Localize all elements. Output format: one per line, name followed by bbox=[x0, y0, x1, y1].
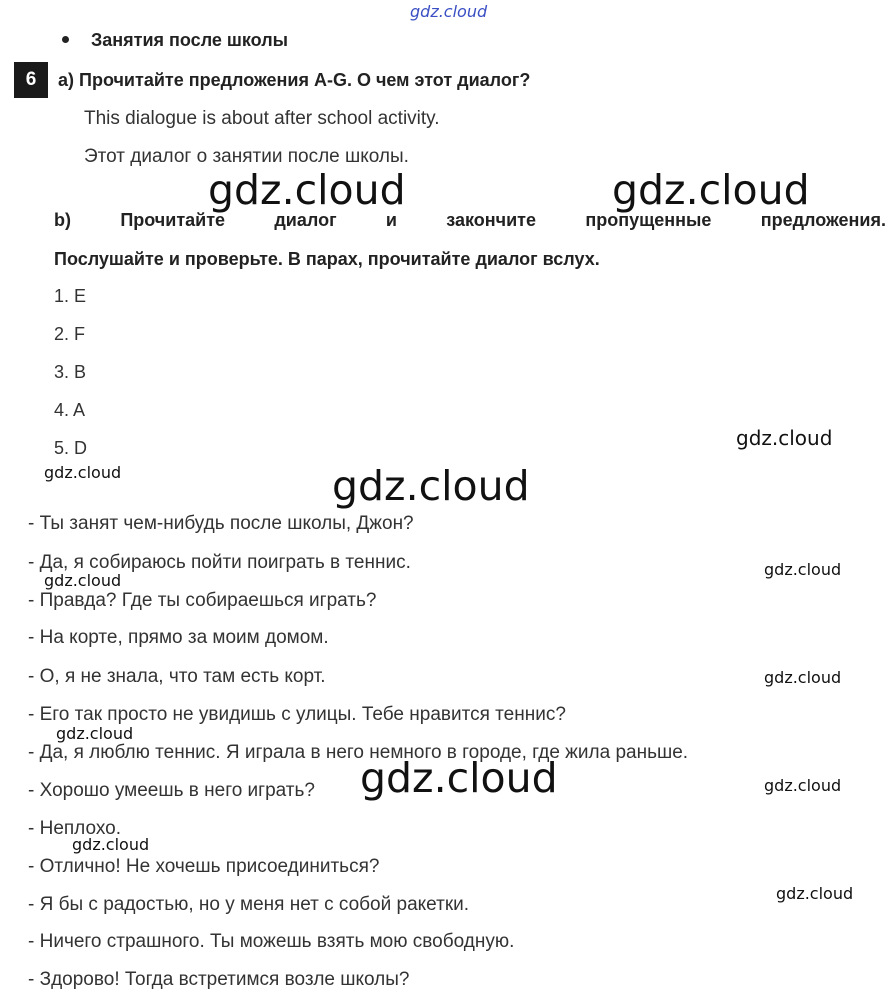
watermark: gdz.cloud bbox=[764, 560, 842, 579]
answer-item: 5. D bbox=[54, 438, 88, 458]
bullet-icon bbox=[62, 36, 69, 43]
dialogue-line: - Его так просто не увидишь с улицы. Тебе нравится теннис? bbox=[28, 704, 566, 725]
watermark: gdz.cloud bbox=[332, 462, 530, 510]
watermark: gdz.cloud bbox=[612, 166, 810, 214]
watermark: gdz.cloud bbox=[360, 754, 558, 802]
dialogue-line: - Здорово! Тогда встретимся возле школы? bbox=[28, 969, 410, 990]
section-heading bbox=[62, 30, 288, 51]
task-b-prompt-line1: b) Прочитайте диалог и закончите пропущенные предложения. bbox=[54, 210, 886, 230]
dialogue-line: - Да, я люблю теннис. Я играла в него немного в городе, где жила раньше. bbox=[28, 742, 689, 763]
dialogue-line: - На корте, прямо за моим домом. bbox=[28, 627, 329, 648]
task-b-prompt-line2: Послушайте и проверьте. В парах, прочитайте диалог вслух. bbox=[54, 249, 600, 269]
dialogue-line: - Неплохо. bbox=[28, 818, 121, 839]
answer-item: 1. E bbox=[54, 286, 87, 306]
watermark: gdz.cloud bbox=[776, 884, 854, 903]
watermark: gdz.cloud bbox=[56, 724, 134, 743]
answer-item: 4. A bbox=[54, 400, 86, 420]
section-heading-text: Занятия после школы bbox=[91, 30, 289, 50]
watermark: gdz.cloud bbox=[44, 571, 122, 590]
watermark-top: gdz.cloud bbox=[410, 2, 488, 21]
watermark: gdz.cloud bbox=[44, 463, 122, 482]
dialogue-line: - Правда? Где ты собираешься играть? bbox=[28, 590, 377, 611]
dialogue-line: - Ничего страшного. Ты можешь взять мою свободную. bbox=[28, 931, 515, 952]
dialogue-line: - Ты занят чем-нибудь после школы, Джон? bbox=[28, 513, 414, 534]
task-a-prompt: a) Прочитайте предложения A-G. О чем этот диалог? bbox=[58, 70, 531, 90]
watermark: gdz.cloud bbox=[208, 166, 406, 214]
dialogue-line: - Я бы с радостью, но у меня нет с собой ракетки. bbox=[28, 894, 470, 915]
dialogue-line: - Хорошо умеешь в него играть? bbox=[28, 780, 315, 801]
watermark: gdz.cloud bbox=[764, 668, 842, 687]
task-a-answer-ru: Этот диалог о занятии после школы. bbox=[84, 146, 409, 167]
watermark: gdz.cloud bbox=[764, 776, 842, 795]
dialogue-line: - Отлично! Не хочешь присоединиться? bbox=[28, 856, 380, 877]
task-a-answer-en: This dialogue is about after school activity. bbox=[84, 108, 440, 129]
watermark: gdz.cloud bbox=[72, 835, 150, 854]
dialogue-line: - О, я не знала, что там есть корт. bbox=[28, 666, 326, 687]
answer-item: 2. F bbox=[54, 324, 86, 344]
answer-item: 3. B bbox=[54, 362, 87, 382]
dialogue-line: - Да, я собираюсь пойти поиграть в теннис. bbox=[28, 552, 411, 573]
exercise-number-badge: 6 bbox=[14, 62, 48, 98]
watermark: gdz.cloud bbox=[736, 426, 833, 450]
